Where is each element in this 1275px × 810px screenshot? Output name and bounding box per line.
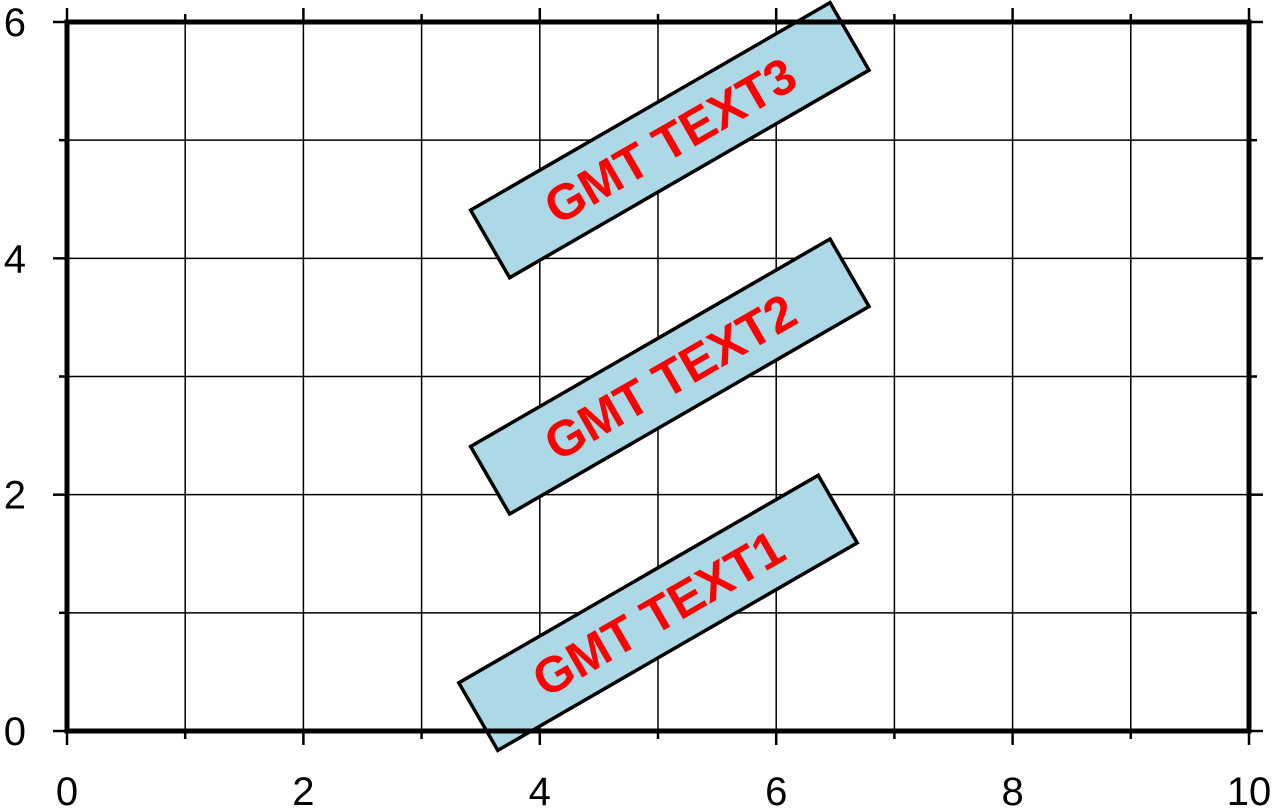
text-box-label: GMT TEXT2 bbox=[534, 282, 806, 472]
x-tick-label: 0 bbox=[55, 770, 79, 810]
text-box-label: GMT TEXT1 bbox=[523, 519, 794, 709]
y-tick-label: 6 bbox=[3, 1, 26, 45]
text-box-label: GMT TEXT3 bbox=[534, 46, 806, 236]
x-tick-label: 2 bbox=[292, 770, 315, 810]
y-tick-label: 2 bbox=[3, 473, 26, 518]
y-tick-label: 0 bbox=[3, 710, 26, 754]
y-tick-label: 4 bbox=[3, 237, 26, 282]
x-tick-label: 4 bbox=[528, 770, 551, 810]
x-tick-label: 6 bbox=[765, 770, 788, 810]
x-tick-label: 10 bbox=[1226, 770, 1272, 810]
x-tick-label: 8 bbox=[1001, 770, 1024, 810]
